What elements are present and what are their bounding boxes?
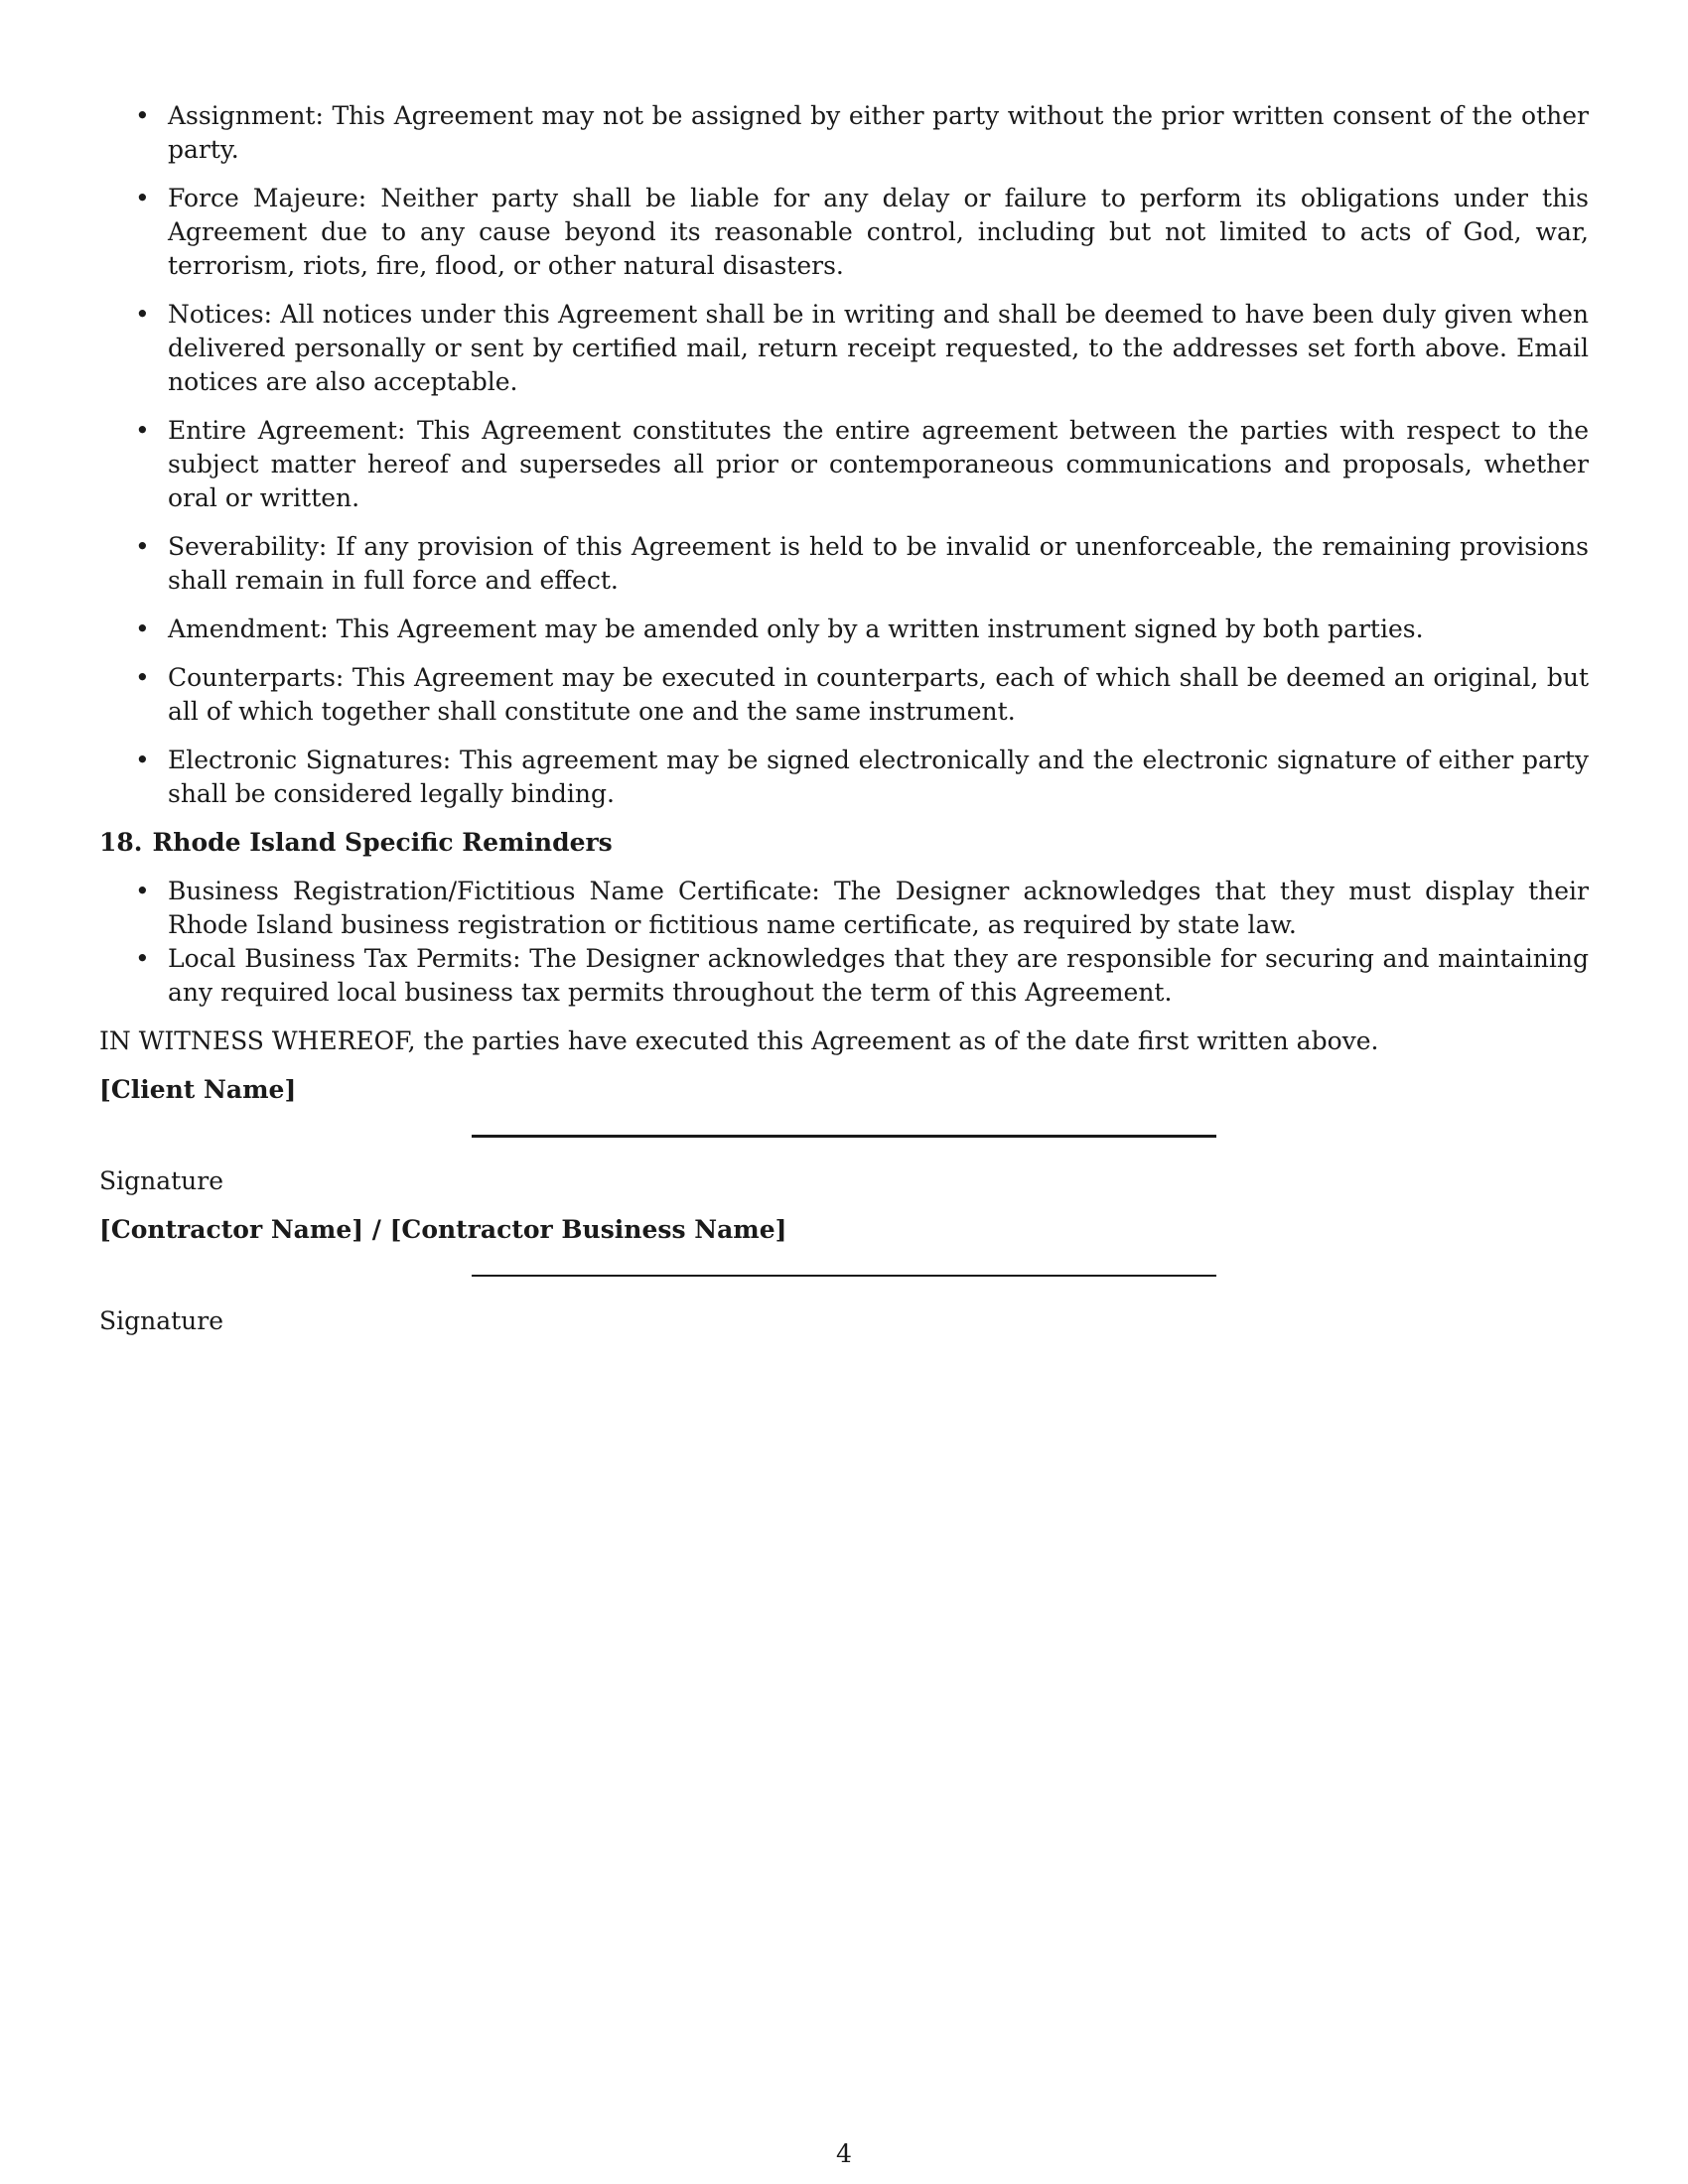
clause-text: This Agreement may not be assigned by either party without the prior written consent of the other party.	[168, 101, 1589, 164]
clause-assignment	[99, 99, 1589, 167]
reminder-text: The Designer acknowledges that they must display their Rhode Island business registration or fictitious name certificate, as required by state law.	[168, 877, 1589, 939]
clause-label: Electronic Signatures:	[168, 746, 452, 774]
clause-notices	[99, 298, 1589, 399]
clause-force-majeure	[99, 182, 1589, 283]
clause-text: If any provision of this Agreement is held to be invalid or unenforceable, the remaining provisions shall remain in full force and effect.	[168, 532, 1589, 595]
reminder-business-registration	[99, 875, 1589, 942]
clause-text: This Agreement may be amended only by a written instrument signed by both parties.	[336, 614, 1424, 643]
reminder-local-tax-permits	[99, 942, 1589, 1010]
bullet-icon: •	[135, 877, 150, 905]
bullet-icon: •	[135, 416, 150, 445]
bullet-icon: •	[135, 101, 150, 130]
clause-electronic-signatures	[99, 744, 1589, 811]
page-number: 4	[836, 2139, 852, 2168]
bullet-icon: •	[135, 184, 150, 212]
bullet-icon: •	[135, 614, 150, 643]
bullet-icon: •	[135, 532, 150, 561]
clause-text: Neither party shall be liable for any delay or failure to perform its obligations under this Agreement due to any cause beyond its reasonable control, including but not limited to acts of God, war, terrorism, riots, fire, flood, or other natural disasters.	[168, 184, 1590, 280]
clause-label: Severability:	[168, 532, 328, 561]
reminder-text: The Designer acknowledges that they are responsible for securing and maintaining any required local business tax permits throughout the term of this Agreement.	[168, 944, 1590, 1007]
general-provisions-list	[99, 99, 1589, 811]
client-signature-line	[472, 1135, 1216, 1138]
clause-severability	[99, 530, 1589, 598]
clause-text: This agreement may be signed electronically and the electronic signature of either party shall be considered legally binding.	[168, 746, 1589, 808]
clause-label: Amendment:	[168, 614, 329, 643]
bullet-icon: •	[135, 944, 150, 973]
clause-entire-agreement	[99, 414, 1589, 515]
clause-text: This Agreement may be executed in counterparts, each of which shall be deemed an original, but all of which together shall constitute one and the same instrument.	[168, 663, 1590, 726]
clause-label: Entire Agreement:	[168, 416, 406, 445]
bullet-icon: •	[135, 663, 150, 692]
bullet-icon: •	[135, 300, 150, 329]
client-signature-label: Signature	[99, 1166, 224, 1195]
clause-label: Assignment:	[168, 101, 324, 130]
clause-text: This Agreement constitutes the entire agreement between the parties with respect to the subject matter hereof and supersedes all prior or contemporaneous communications and proposals, whether oral or written.	[168, 416, 1589, 512]
reminder-label: Business Registration/Fictitious Name Certificate:	[168, 877, 820, 905]
rhode-island-reminders-list	[99, 875, 1589, 1010]
witness-statement: IN WITNESS WHEREOF, the parties have executed this Agreement as of the date first written above.	[99, 1026, 1379, 1055]
section-number: 18.	[99, 828, 143, 857]
contractor-signature-area	[99, 1247, 1589, 1304]
clause-label: Counterparts:	[168, 663, 345, 692]
bullet-icon: •	[135, 746, 150, 774]
section-18-heading	[99, 826, 1589, 860]
clause-amendment	[99, 613, 1589, 646]
section-title: Rhode Island Specific Reminders	[152, 828, 613, 857]
contractor-signature-line	[472, 1275, 1216, 1277]
client-signature-area	[99, 1107, 1589, 1164]
contractor-signature-label: Signature	[99, 1306, 224, 1335]
client-name: [Client Name]	[99, 1075, 297, 1104]
document-page	[99, 99, 1589, 1353]
clause-label: Force Majeure:	[168, 184, 367, 212]
contractor-name: [Contractor Name] / [Contractor Business Name]	[99, 1215, 787, 1244]
reminder-label: Local Business Tax Permits:	[168, 944, 521, 973]
clause-text: All notices under this Agreement shall be in writing and shall be deemed to have been duly given when delivered personally or sent by certified mail, return receipt requested, to the addresses set forth above. Email notices are also acceptable.	[168, 300, 1589, 396]
clause-counterparts	[99, 661, 1589, 729]
clause-label: Notices:	[168, 300, 273, 329]
